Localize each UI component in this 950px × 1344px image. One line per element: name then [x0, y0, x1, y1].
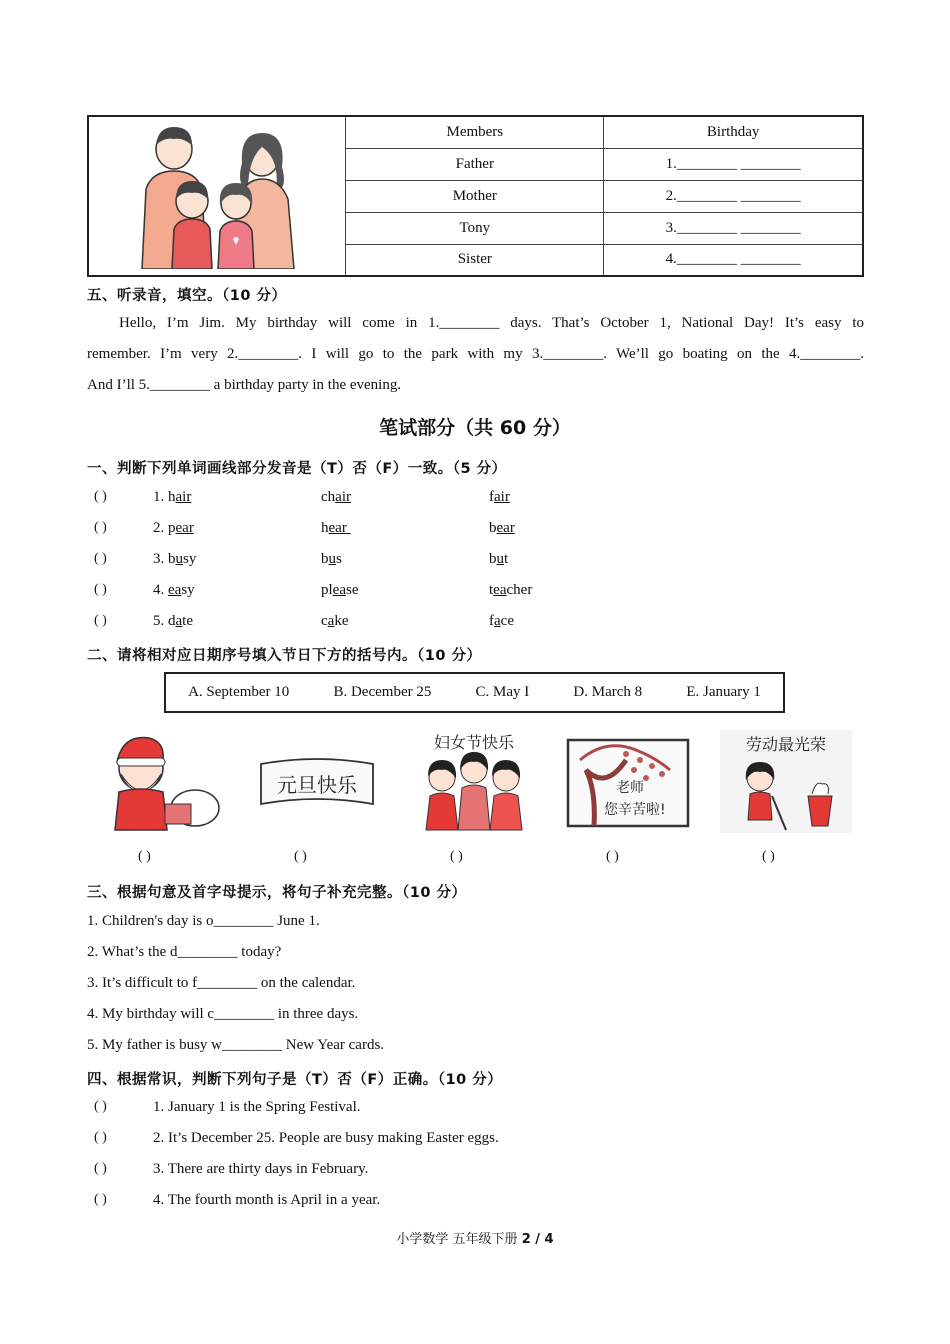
- part3-item: 4. My birthday will c________ in three days.: [87, 1006, 359, 1022]
- word-underlined-part: air: [335, 489, 351, 505]
- word-part: b: [489, 551, 497, 567]
- date-options-box: [164, 672, 785, 713]
- womens-day-caption: 妇女节快乐: [433, 733, 515, 752]
- answer-paren: ( ): [94, 582, 107, 597]
- answer-paren: ( ): [94, 1099, 107, 1114]
- member-cell: Mother: [346, 180, 604, 212]
- phonics-word: [321, 489, 351, 506]
- section5-line3: And I’ll 5.________ a birthday party in the evening.: [87, 377, 402, 393]
- word-part: te: [182, 613, 193, 629]
- word-part: b: [321, 551, 329, 567]
- word-part: pl: [321, 582, 333, 598]
- section5-line1: Hello, I’m Jim. My birthday will come in 1.________ days. That’s October 1, National Day! It’s easy to: [119, 315, 864, 331]
- phonics-word: [489, 489, 510, 506]
- word-part: c: [321, 613, 328, 629]
- word-underlined-part: a: [175, 613, 183, 629]
- section5-line2: remember. I’m very 2.________. I will go to the park with my 3.________. We’ll go boating on the 4.________.: [87, 346, 864, 362]
- word-part: 3. b: [153, 551, 176, 567]
- phonics-word: [321, 551, 342, 568]
- word-underlined-part: ea: [168, 582, 182, 598]
- word-underlined-part: a: [494, 613, 501, 629]
- word-part: ce: [500, 613, 514, 629]
- table-header-members: Members: [346, 116, 604, 148]
- christmas-santa-picture: [103, 730, 223, 833]
- word-part: f: [489, 613, 494, 629]
- word-underlined-part: air: [494, 489, 510, 505]
- part4-item: 4. The fourth month is April in a year.: [153, 1192, 381, 1208]
- birthday-blank: 1.________ ________: [604, 148, 863, 180]
- word-part: f: [489, 489, 494, 505]
- date-option: D. March 8: [573, 684, 643, 700]
- labour-day-picture: [720, 730, 852, 833]
- phonics-word: [153, 582, 195, 599]
- word-underlined-part: u: [496, 551, 504, 567]
- answer-paren: ( ): [138, 849, 151, 864]
- answer-paren: ( ): [94, 489, 107, 504]
- word-part: 1. h: [153, 489, 176, 505]
- part4-item: 1. January 1 is the Spring Festival.: [153, 1099, 361, 1115]
- date-option: C. May I: [475, 684, 530, 700]
- word-part: t: [489, 582, 494, 598]
- footer-sep: /: [530, 1232, 545, 1247]
- date-option: B. December 25: [333, 684, 432, 700]
- family-picture-cell: [88, 116, 346, 276]
- written-part-title: 笔试部分（共 60 分）: [379, 417, 571, 439]
- answer-paren: ( ): [450, 849, 463, 864]
- answer-paren: ( ): [762, 849, 775, 864]
- phonics-word: [321, 582, 359, 599]
- word-part: cher: [506, 582, 533, 598]
- new-year-banner-picture: [257, 730, 377, 833]
- part3-item: 2. What’s the d________ today?: [87, 944, 282, 960]
- word-part: 4.: [153, 582, 168, 598]
- family-birthday-table: [87, 115, 864, 277]
- phonics-word: [489, 551, 508, 568]
- birthday-blank: 4.________ ________: [604, 244, 863, 276]
- word-part: ke: [334, 613, 349, 629]
- section5-title: 五、听录音，填空。（10 分）: [87, 288, 287, 304]
- footer-label: 小学数学 五年级下册: [396, 1232, 518, 1247]
- phonics-word: [153, 551, 196, 568]
- word-part: ch: [321, 489, 336, 505]
- answer-paren: ( ): [94, 613, 107, 628]
- word-part: se: [346, 582, 359, 598]
- teachers-day-picture: [566, 730, 690, 833]
- word-part: sy: [183, 551, 197, 567]
- svg-text:老师: 老师: [616, 780, 644, 796]
- answer-paren: ( ): [294, 849, 307, 864]
- answer-paren: ( ): [94, 1192, 107, 1207]
- part1-title: 一、判断下列单词画线部分发音是（T）否（F）一致。（5 分）: [87, 461, 507, 477]
- word-underlined-part: ear: [328, 520, 351, 536]
- svg-text:您辛苦啦!: 您辛苦啦!: [604, 802, 666, 818]
- womens-day-picture: [412, 730, 536, 833]
- part4-item: 3. There are thirty days in February.: [153, 1161, 369, 1177]
- word-underlined-part: ear: [175, 520, 194, 536]
- word-underlined-part: ear: [496, 520, 515, 536]
- part3-item: 5. My father is busy w________ New Year cards.: [87, 1037, 385, 1053]
- phonics-word: [153, 520, 194, 537]
- member-cell: Father: [346, 148, 604, 180]
- date-option: E. January 1: [686, 684, 761, 700]
- part4-item: 2. It’s December 25. People are busy making Easter eggs.: [153, 1130, 499, 1146]
- birthday-blank: 3.________ ________: [604, 212, 863, 244]
- part4-title: 四、根据常识，判断下列句子是（T）否（F）正确。（10 分）: [87, 1072, 503, 1088]
- word-part: s: [336, 551, 342, 567]
- phonics-word: [489, 613, 514, 630]
- word-part: sy: [181, 582, 195, 598]
- word-underlined-part: ea: [332, 582, 346, 598]
- word-underlined-part: ea: [493, 582, 507, 598]
- date-option: A. September 10: [188, 684, 290, 700]
- part3-item: 1. Children's day is o________ June 1.: [87, 913, 320, 929]
- family-illustration: [112, 119, 322, 269]
- word-part: t: [504, 551, 509, 567]
- phonics-word: [489, 520, 515, 537]
- birthday-blank: 2.________ ________: [604, 180, 863, 212]
- footer-page: 2: [521, 1232, 531, 1247]
- labour-day-caption: 劳动最光荣: [745, 735, 827, 754]
- part3-item: 3. It’s difficult to f________ on the calendar.: [87, 975, 356, 991]
- footer-total: 4: [544, 1232, 554, 1247]
- word-underlined-part: air: [175, 489, 192, 505]
- table-header-birthday: Birthday: [604, 116, 863, 148]
- answer-paren: ( ): [94, 1161, 107, 1176]
- page-footer: [0, 1228, 950, 1247]
- answer-paren: ( ): [94, 520, 107, 535]
- word-part: b: [489, 520, 497, 536]
- phonics-word: [489, 582, 532, 599]
- word-part: h: [321, 520, 329, 536]
- part2-title: 二、请将相对应日期序号填入节日下方的括号内。（10 分）: [87, 648, 482, 664]
- word-underlined-part: u: [175, 551, 183, 567]
- answer-paren: ( ): [94, 1130, 107, 1145]
- member-cell: Tony: [346, 212, 604, 244]
- phonics-word: [321, 520, 351, 537]
- word-part: 5. d: [153, 613, 176, 629]
- word-underlined-part: u: [328, 551, 336, 567]
- part3-title: 三、根据句意及首字母提示，将句子补充完整。（10 分）: [87, 885, 467, 901]
- word-underlined-part: a: [327, 613, 335, 629]
- member-cell: Sister: [346, 244, 604, 276]
- word-part: 2. p: [153, 520, 176, 536]
- new-year-banner-text: 元旦快乐: [277, 773, 357, 797]
- phonics-word: [321, 613, 349, 630]
- phonics-word: [153, 489, 191, 506]
- phonics-word: [153, 613, 193, 630]
- answer-paren: ( ): [606, 849, 619, 864]
- answer-paren: ( ): [94, 551, 107, 566]
